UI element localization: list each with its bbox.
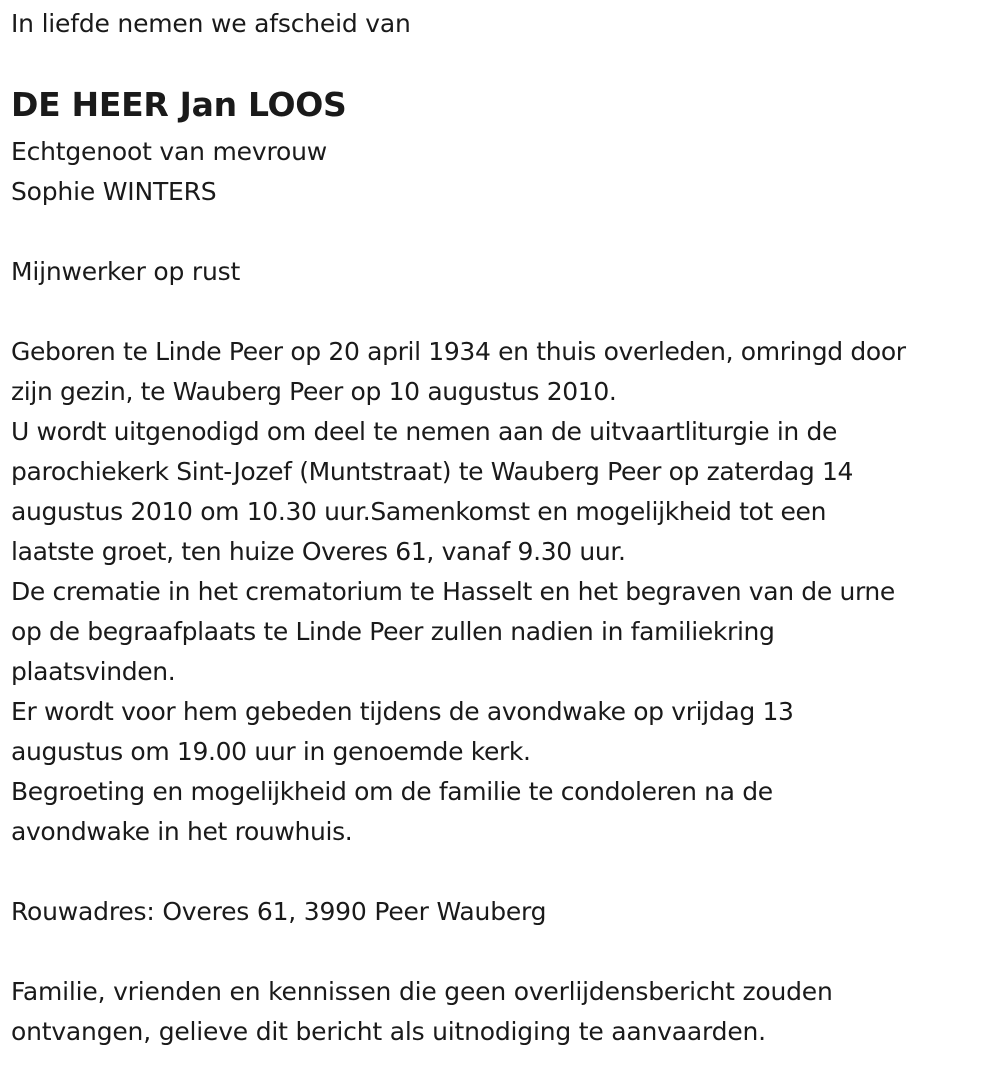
closing-line-1: Familie, vrienden en kennissen die geen overlijdensbericht zouden	[11, 977, 833, 1006]
spacer	[11, 212, 996, 252]
spacer	[11, 292, 996, 332]
body-line: U wordt uitgenodigd om deel te nemen aan de uitvaartliturgie in de	[11, 417, 838, 446]
body-line: avondwake in het rouwhuis.	[11, 817, 353, 846]
body-line: laatste groet, ten huize Overes 61, vanaf 9.30 uur.	[11, 537, 626, 566]
obituary-notice	[11, 4, 996, 1052]
spacer	[11, 932, 996, 972]
occupation: Mijnwerker op rust	[11, 257, 241, 286]
body-line: op de begraafplaats te Linde Peer zullen nadien in familiekring	[11, 617, 775, 646]
body-line: parochiekerk Sint-Jozef (Muntstraat) te Wauberg Peer op zaterdag 14	[11, 457, 854, 486]
spouse-line-2: Sophie WINTERS	[11, 177, 217, 206]
body-line: De crematie in het crematorium te Hasselt en het begraven van de urne	[11, 577, 895, 606]
body-line: Begroeting en mogelijkheid om de familie te condoleren na de	[11, 777, 773, 806]
spacer	[11, 852, 996, 892]
body-line: augustus 2010 om 10.30 uur.Samenkomst en mogelijkheid tot een	[11, 497, 827, 526]
intro-text: In liefde nemen we afscheid van	[11, 9, 411, 38]
body-line: plaatsvinden.	[11, 657, 176, 686]
mourning-address: Rouwadres: Overes 61, 3990 Peer Wauberg	[11, 897, 547, 926]
deceased-name: DE HEER Jan LOOS	[11, 85, 347, 124]
body-line: Geboren te Linde Peer op 20 april 1934 en thuis overleden, omringd door	[11, 337, 906, 366]
body-line: augustus om 19.00 uur in genoemde kerk.	[11, 737, 531, 766]
closing-line-2: ontvangen, gelieve dit bericht als uitnodiging te aanvaarden.	[11, 1017, 766, 1046]
spouse-line-1: Echtgenoot van mevrouw	[11, 137, 327, 166]
body-line: zijn gezin, te Wauberg Peer op 10 augustus 2010.	[11, 377, 617, 406]
body-line: Er wordt voor hem gebeden tijdens de avondwake op vrijdag 13	[11, 697, 794, 726]
body-paragraph	[11, 332, 996, 852]
